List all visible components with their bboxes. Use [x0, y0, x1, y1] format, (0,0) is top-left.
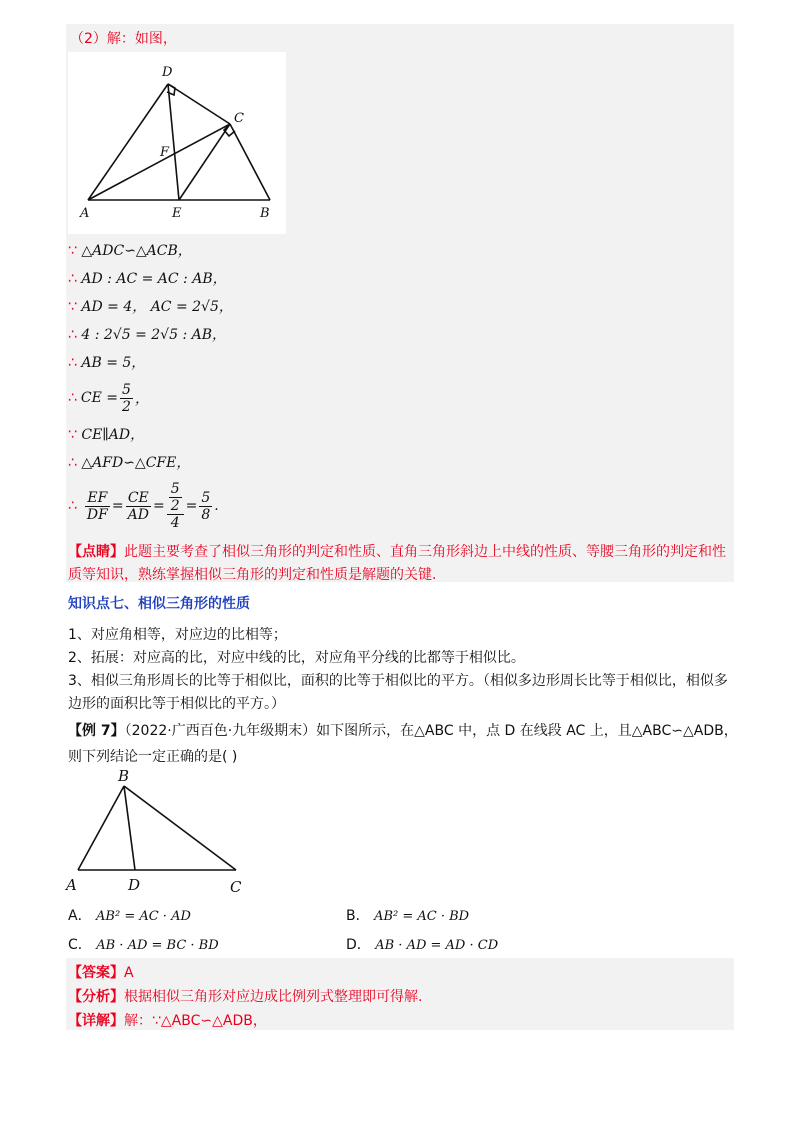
because-sign: ∵: [68, 427, 77, 443]
numerator: EF: [85, 490, 110, 507]
step-ce: [68, 378, 149, 418]
analysis-line: [68, 986, 422, 1006]
option-c[interactable]: [68, 934, 219, 954]
option-expr: AB · AD = AD · CD: [375, 938, 499, 953]
fraction-ef-df: [85, 490, 110, 523]
ce-lhs: CE =: [80, 390, 119, 406]
analysis-text: 根据相似三角形对应边成比例列式整理即可得解.: [124, 989, 423, 1005]
step-7-expr: △AFD∽△CFE，: [81, 455, 191, 471]
equals: =: [111, 498, 124, 514]
option-d[interactable]: [346, 934, 498, 954]
option-letter: B．: [346, 908, 370, 924]
step-7: [68, 452, 190, 472]
label-D: D: [162, 65, 173, 80]
therefore-sign: ∴: [68, 390, 77, 406]
ce-tail: ，: [134, 391, 149, 407]
label-C: C: [230, 878, 242, 896]
example-text: 如下图所示，在△ABC 中，点 D 在线段 AC 上，且△ABC∽△ADB，: [316, 723, 738, 739]
step-final: [68, 480, 219, 532]
denominator: 8: [201, 506, 211, 523]
inner-fraction: [169, 481, 182, 514]
step-1: [68, 240, 192, 260]
fraction-5-2: [120, 382, 133, 415]
step-4: [68, 324, 226, 344]
answer-value: A: [124, 965, 134, 981]
step-1-expr: △ADC∽△ACB，: [81, 243, 192, 259]
section-heading: 知识点七、相似三角形的性质: [68, 596, 250, 612]
figure-quadrilateral: [68, 52, 286, 234]
analysis-label: 【分析】: [68, 989, 124, 1005]
equals: =: [185, 498, 198, 514]
answer-label: 【答案】: [68, 965, 124, 981]
step-5-expr: AB = 5，: [81, 355, 146, 371]
label-F: F: [160, 145, 170, 160]
property-3: 3、相似三角形周长的比等于相似比，面积的比等于相似比的平方。（相似多边形周长比等于相似比，相似多边形的面积比等于相似比的平方。）: [68, 673, 728, 712]
because-sign: ∵: [68, 299, 77, 315]
fraction-compound: [167, 481, 184, 531]
figure-triangle: [64, 766, 254, 898]
example-line-2: 则下列结论一定正确的是( ): [68, 749, 238, 765]
fraction-5-8: [199, 490, 212, 523]
label-E: E: [172, 206, 182, 221]
property-1: 1、对应角相等，对应边的比相等；: [68, 627, 287, 643]
label-C: C: [234, 111, 244, 126]
label-B: B: [118, 767, 130, 785]
step-2: [68, 268, 227, 288]
numerator: 5: [122, 381, 131, 398]
numerator: [167, 481, 184, 515]
numerator: 5: [201, 489, 211, 506]
therefore-sign: ∴: [68, 455, 77, 471]
denominator: 2: [122, 398, 131, 415]
therefore-sign: ∴: [68, 355, 77, 371]
detail-label: 【详解】: [68, 1013, 124, 1029]
comment-block: [68, 541, 732, 587]
because-sign: ∵: [68, 243, 77, 259]
denominator: 4: [170, 515, 180, 531]
therefore-sign: ∴: [68, 327, 77, 343]
option-letter: A．: [68, 908, 92, 924]
example-label: 【例 7】: [68, 723, 125, 739]
comment-text: 此题主要考查了相似三角形的判定和性质、直角三角形斜边上中线的性质、等腰三角形的判定和性质等知识，熟练掌握相似三角形的判定和性质是解题的关键.: [68, 544, 726, 583]
example-line-1: [68, 720, 738, 740]
step-5: [68, 352, 145, 372]
option-expr: AB² = AC · AD: [96, 909, 191, 924]
numerator: CE: [126, 490, 151, 507]
inner-denominator: 2: [170, 498, 180, 514]
denominator: DF: [86, 506, 108, 523]
option-letter: C．: [68, 937, 92, 953]
step-2-expr: AD : AC = AC : AB，: [81, 271, 227, 287]
step-6-expr: CE∥AD，: [81, 427, 145, 443]
inner-numerator: 5: [170, 481, 180, 497]
equals: =: [152, 498, 165, 514]
detail-text: 解：∵△ABC∽△ADB，: [124, 1013, 267, 1029]
label-D: D: [128, 876, 141, 894]
part2-intro: （2）解：如图，: [70, 31, 177, 47]
label-A: A: [66, 876, 77, 894]
label-A: A: [80, 206, 90, 221]
label-B: B: [260, 206, 270, 221]
denominator: AD: [127, 506, 149, 523]
example-source: （2022·广西百色·九年级期末）: [124, 723, 317, 739]
step-4-expr: 4 : 2√5 = 2√5 : AB，: [81, 327, 227, 343]
step-3-expr: AD = 4， AC = 2√5，: [81, 299, 233, 315]
option-a[interactable]: [68, 905, 191, 925]
option-expr: AB² = AC · BD: [374, 909, 470, 924]
detail-line: [68, 1010, 267, 1030]
fraction-ce-ad: [126, 490, 151, 523]
final-tail: .: [214, 498, 219, 514]
therefore-sign: ∴: [68, 498, 77, 514]
property-2: 2、拓展：对应高的比，对应中线的比，对应角平分线的比都等于相似比。: [68, 650, 525, 666]
step-3: [68, 296, 233, 316]
therefore-sign: ∴: [68, 271, 77, 287]
option-expr: AB · AD = BC · BD: [96, 938, 219, 953]
option-letter: D．: [346, 937, 371, 953]
option-b[interactable]: [346, 905, 469, 925]
answer-line: [68, 962, 134, 982]
comment-label: 【点睛】: [68, 544, 124, 560]
step-6: [68, 424, 144, 444]
